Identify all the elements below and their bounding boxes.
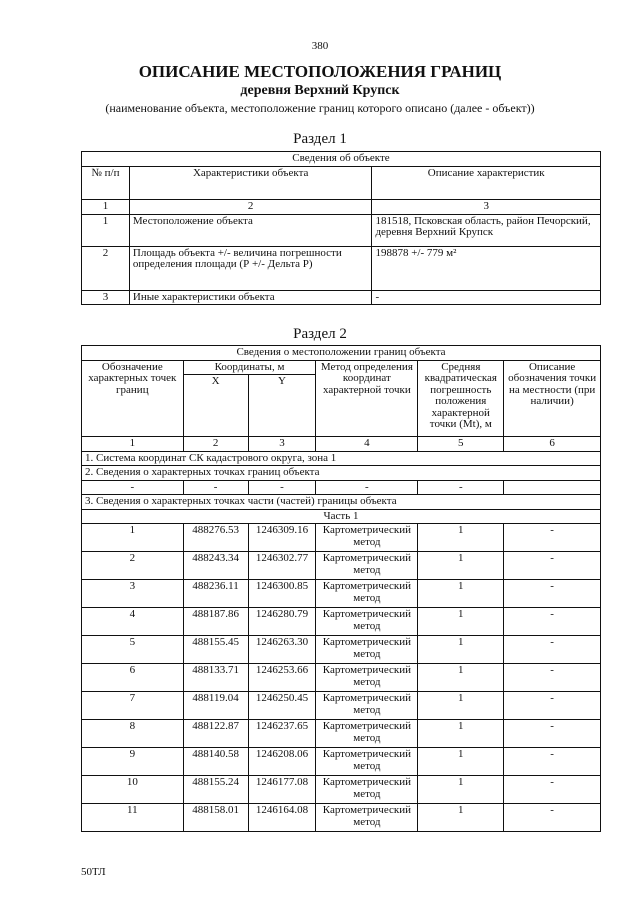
coord-x: 488155.45 xyxy=(183,636,248,664)
object-note: (наименование объекта, местоположение границ которого описано (далее - объект)) xyxy=(105,101,535,115)
col-header-mt: Средняя квадратическая погрешность положения характерной точки (Mt), м xyxy=(418,360,504,437)
point-number: 1 xyxy=(82,524,184,552)
col-header-y: Y xyxy=(248,375,316,437)
empty-cell xyxy=(504,480,601,495)
index-cell: 1 xyxy=(82,437,184,452)
method-cell: Картометрический метод xyxy=(316,804,418,832)
method-cell: Картометрический метод xyxy=(316,580,418,608)
method-cell: Картометрический метод xyxy=(316,748,418,776)
index-cell: 5 xyxy=(418,437,504,452)
col-header-description: Описание характеристик xyxy=(372,167,601,200)
method-cell: Картометрический метод xyxy=(316,720,418,748)
coord-y: 1246164.08 xyxy=(248,804,316,832)
coord-y: 1246280.79 xyxy=(248,608,316,636)
table-row xyxy=(82,664,601,692)
coord-y: 1246253.66 xyxy=(248,664,316,692)
point-number: 10 xyxy=(82,776,184,804)
coord-x: 488187.86 xyxy=(183,608,248,636)
col-header-point: Обозначение характерных точек границ xyxy=(82,360,184,437)
mt-cell: 1 xyxy=(418,636,504,664)
section-1-heading: Раздел 1 xyxy=(293,131,347,147)
col-header-x: X xyxy=(183,375,248,437)
table-row xyxy=(82,552,601,580)
part-label: Часть 1 xyxy=(82,509,601,524)
section-2-heading: Раздел 2 xyxy=(293,326,347,342)
characteristic-name: Местоположение объекта xyxy=(129,214,372,246)
coord-y: 1246177.08 xyxy=(248,776,316,804)
mt-cell: 1 xyxy=(418,692,504,720)
point-number: 11 xyxy=(82,804,184,832)
empty-cell: - xyxy=(183,480,248,495)
col-header-coordinates: Координаты, м xyxy=(183,360,316,375)
coord-x: 488243.34 xyxy=(183,552,248,580)
point-number: 5 xyxy=(82,636,184,664)
coordinate-system-row: 1. Система координат СК кадастрового округа, зона 1 xyxy=(82,451,601,466)
table-row xyxy=(82,290,601,305)
coord-x: 488155.24 xyxy=(183,776,248,804)
description-cell: - xyxy=(504,608,601,636)
point-number: 9 xyxy=(82,748,184,776)
col-header-method: Метод определения координат характерной точки xyxy=(316,360,418,437)
index-cell: 6 xyxy=(504,437,601,452)
index-cell: 3 xyxy=(248,437,316,452)
method-cell: Картометрический метод xyxy=(316,664,418,692)
description-cell: - xyxy=(504,720,601,748)
characteristic-name: Иные характеристики объекта xyxy=(129,290,372,305)
mt-cell: 1 xyxy=(418,748,504,776)
object-info-table xyxy=(81,151,601,305)
col-header-num: № п/п xyxy=(82,167,130,200)
mt-cell: 1 xyxy=(418,608,504,636)
empty-cell: - xyxy=(248,480,316,495)
index-cell: 2 xyxy=(129,200,372,215)
coord-y: 1246302.77 xyxy=(248,552,316,580)
table-row xyxy=(82,692,601,720)
method-cell: Картометрический метод xyxy=(316,608,418,636)
row-number: 2 xyxy=(82,246,130,290)
index-cell: 3 xyxy=(372,200,601,215)
description-cell: - xyxy=(504,552,601,580)
description-cell: - xyxy=(504,524,601,552)
point-number: 2 xyxy=(82,552,184,580)
description-cell: - xyxy=(504,804,601,832)
characteristic-name: Площадь объекта +/- величина погрешности определения площади (Р +/- Дельта Р) xyxy=(129,246,372,290)
description-cell: - xyxy=(504,748,601,776)
coord-x: 488119.04 xyxy=(183,692,248,720)
index-cell: 1 xyxy=(82,200,130,215)
coord-x: 488133.71 xyxy=(183,664,248,692)
mt-cell: 1 xyxy=(418,664,504,692)
point-number: 4 xyxy=(82,608,184,636)
page-number: 380 xyxy=(311,40,329,52)
index-cell: 2 xyxy=(183,437,248,452)
coord-x: 488236.11 xyxy=(183,580,248,608)
coord-x: 488276.53 xyxy=(183,524,248,552)
characteristic-value: 198878 +/- 779 м² xyxy=(372,246,601,290)
boundary-caption: Сведения о местоположении границ объекта xyxy=(82,346,601,361)
object-info-caption: Сведения об объекте xyxy=(82,152,601,167)
table-row xyxy=(82,748,601,776)
mt-cell: 1 xyxy=(418,552,504,580)
empty-cell: - xyxy=(418,480,504,495)
coord-x: 488158.01 xyxy=(183,804,248,832)
method-cell: Картометрический метод xyxy=(316,692,418,720)
description-cell: - xyxy=(504,664,601,692)
table-row xyxy=(82,776,601,804)
description-cell: - xyxy=(504,776,601,804)
mt-cell: 1 xyxy=(418,580,504,608)
empty-cell: - xyxy=(316,480,418,495)
point-number: 3 xyxy=(82,580,184,608)
method-cell: Картометрический метод xyxy=(316,636,418,664)
part-points-row: 3. Сведения о характерных точках части (частей) границы объекта xyxy=(82,495,601,510)
document-title: ОПИСАНИЕ МЕСТОПОЛОЖЕНИЯ ГРАНИЦ xyxy=(138,62,502,81)
description-cell: - xyxy=(504,636,601,664)
coord-x: 488140.58 xyxy=(183,748,248,776)
table-row xyxy=(82,524,601,552)
mt-cell: 1 xyxy=(418,720,504,748)
coord-y: 1246250.45 xyxy=(248,692,316,720)
object-name: деревня Верхний Крупск xyxy=(240,83,400,98)
footer-code: 50ТЛ xyxy=(81,866,106,878)
col-header-point-description: Описание обозначения точки на местности (при наличии) xyxy=(504,360,601,437)
coord-y: 1246208.06 xyxy=(248,748,316,776)
boundary-points-table xyxy=(81,345,601,832)
method-cell: Картометрический метод xyxy=(316,776,418,804)
coord-y: 1246237.65 xyxy=(248,720,316,748)
table-row xyxy=(82,636,601,664)
mt-cell: 1 xyxy=(418,804,504,832)
row-number: 3 xyxy=(82,290,130,305)
col-header-characteristics: Характеристики объекта xyxy=(129,167,372,200)
boundary-points-row: 2. Сведения о характерных точках границ объекта xyxy=(82,466,601,481)
mt-cell: 1 xyxy=(418,776,504,804)
empty-cell: - xyxy=(82,480,184,495)
coord-y: 1246300.85 xyxy=(248,580,316,608)
mt-cell: 1 xyxy=(418,524,504,552)
description-cell: - xyxy=(504,580,601,608)
table-row xyxy=(82,580,601,608)
coord-x: 488122.87 xyxy=(183,720,248,748)
point-number: 8 xyxy=(82,720,184,748)
characteristic-value: - xyxy=(372,290,601,305)
table-row xyxy=(82,246,601,290)
table-row xyxy=(82,608,601,636)
table-row xyxy=(82,720,601,748)
index-cell: 4 xyxy=(316,437,418,452)
method-cell: Картометрический метод xyxy=(316,524,418,552)
characteristic-value: 181518, Псковская область, район Печорский, деревня Верхний Крупск xyxy=(372,214,601,246)
row-number: 1 xyxy=(82,214,130,246)
table-row xyxy=(82,214,601,246)
coord-y: 1246263.30 xyxy=(248,636,316,664)
table-row xyxy=(82,804,601,832)
point-number: 7 xyxy=(82,692,184,720)
method-cell: Картометрический метод xyxy=(316,552,418,580)
description-cell: - xyxy=(504,692,601,720)
coord-y: 1246309.16 xyxy=(248,524,316,552)
point-number: 6 xyxy=(82,664,184,692)
